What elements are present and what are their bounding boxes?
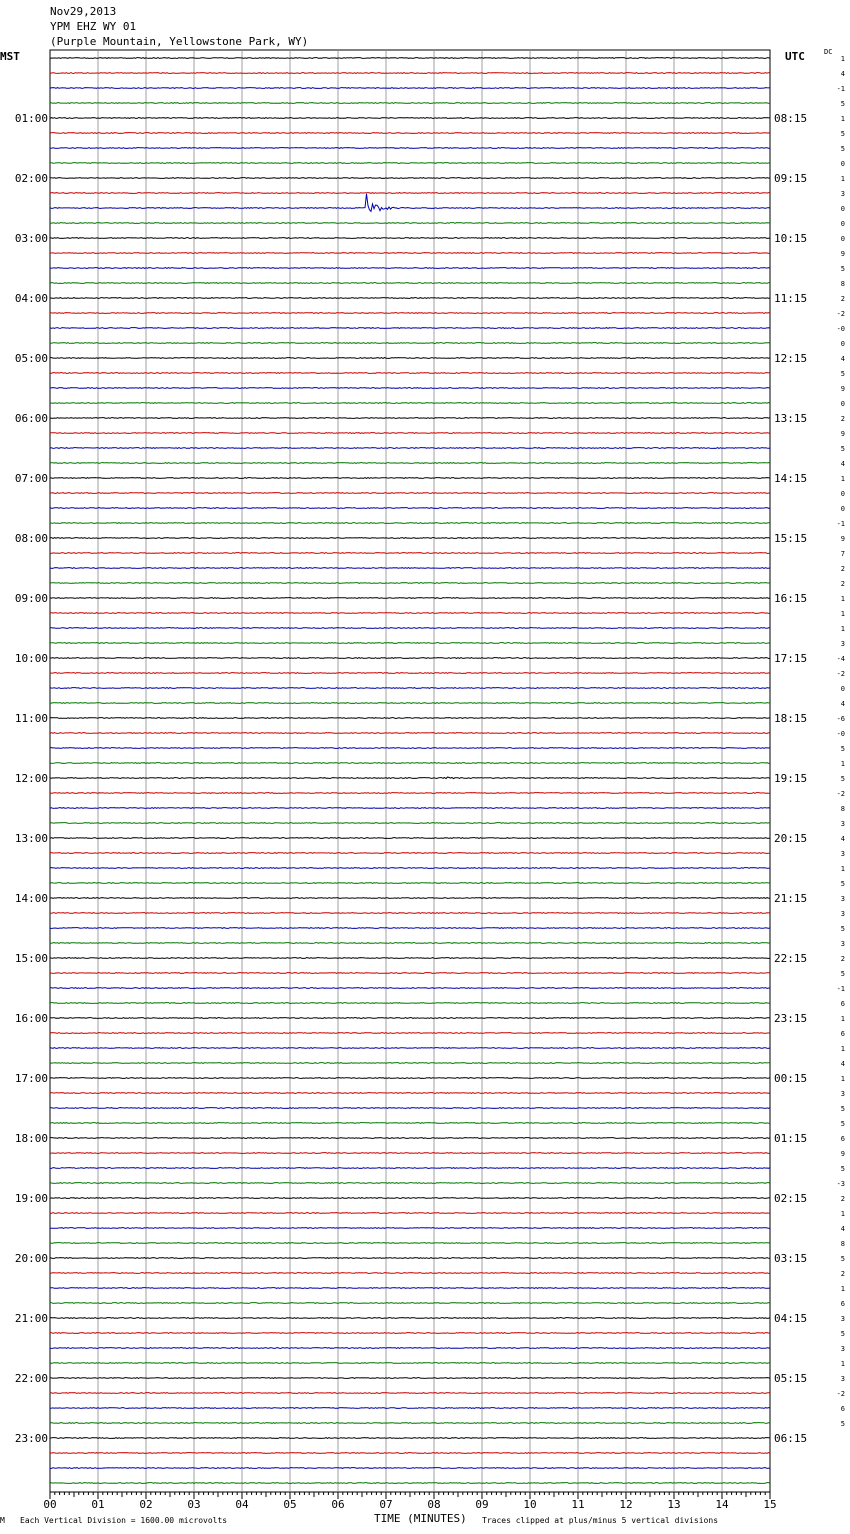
trace-line [50,613,770,614]
trace-line [50,1423,770,1424]
dc-offset-value: 5 [840,1165,845,1173]
dc-offset-value: 1 [840,610,845,618]
dc-offset-value: 9 [840,430,845,438]
dc-offset-value: 5 [840,1420,845,1428]
utc-hour-label: 13:15 [774,412,808,425]
dc-offset-value: 1 [840,865,845,873]
time-tick-label: 07 [379,1498,393,1511]
trace-line [50,883,770,884]
dc-offset-value: 1 [840,475,845,483]
utc-hour-label: 01:15 [774,1132,808,1145]
time-tick-label: 03 [187,1498,201,1511]
dc-offset-value: 4 [840,460,845,468]
time-tick-label: 13 [667,1498,681,1511]
trace-line [50,1453,770,1454]
trace-line [50,1243,770,1244]
trace-line [50,703,770,704]
dc-offset-value: 9 [840,1150,845,1158]
trace-line [50,403,770,404]
trace-line [50,493,770,494]
seismic-traces [50,58,770,1484]
dc-offset-value: -2 [836,310,845,318]
trace-line [50,328,770,329]
dc-offset-value: -2 [836,670,845,678]
trace-line [50,868,770,869]
mst-hour-label: 06:00 [14,412,48,425]
utc-hour-label: 19:15 [774,772,808,785]
dc-offset-value: 2 [840,1195,845,1203]
dc-offset-value: -0 [836,730,845,738]
dc-offset-value: 1 [840,175,845,183]
utc-hour-label: 18:15 [774,712,808,725]
trace-line [50,1183,770,1184]
time-tick-label: 09 [475,1498,489,1511]
dc-offset-value: 5 [840,145,845,153]
trace-line [50,1213,770,1214]
dc-offset-value: 9 [840,535,845,543]
dc-offset-value: 6 [840,1000,845,1008]
station-code: YPM EHZ WY 01 [50,20,137,33]
utc-hour-label: 04:15 [774,1312,808,1325]
dc-offset-value: 2 [840,415,845,423]
dc-offset-value: -2 [836,1390,845,1398]
dc-offset-value: 5 [840,1330,845,1338]
dc-offset-value: 0 [840,205,845,213]
mst-hour-label: 05:00 [14,352,48,365]
trace-line [50,478,770,479]
dc-offset-value: 1 [840,1015,845,1023]
trace-line [50,193,770,194]
dc-offset-value: 0 [840,220,845,228]
mst-hour-label: 03:00 [14,232,48,245]
trace-line [50,58,770,59]
time-tick-label: 10 [523,1498,537,1511]
dc-offset-value: 5 [840,970,845,978]
dc-offset-value: 2 [840,295,845,303]
utc-hour-label: 15:15 [774,532,808,545]
dc-offset-value: 8 [840,805,845,813]
trace-line [50,718,770,719]
dc-offset-value: 4 [840,355,845,363]
mst-hour-label: 11:00 [14,712,48,725]
dc-offset-value: -1 [836,520,845,528]
trace-line [50,163,770,164]
trace-line [50,808,770,809]
trace-line [50,103,770,104]
trace-line [50,1108,770,1109]
trace-line [50,1168,770,1169]
mst-hour-label: 16:00 [14,1012,48,1025]
utc-hour-label: 12:15 [774,352,808,365]
trace-line [50,1468,770,1469]
utc-hour-label: 03:15 [774,1252,808,1265]
trace-line [50,1483,770,1484]
utc-hour-label: 00:15 [774,1072,808,1085]
dc-offset-value: -3 [836,1180,845,1188]
trace-line [50,298,770,299]
dc-offset-value: 3 [840,820,845,828]
time-tick-label: 06 [331,1498,345,1511]
dc-offset-value: 9 [840,385,845,393]
mst-hour-label: 08:00 [14,532,48,545]
plot-grid [50,50,770,1492]
trace-line [50,1018,770,1019]
dc-offset-value: 3 [840,940,845,948]
dc-offset-value: 3 [840,1315,845,1323]
trace-line [50,793,770,794]
trace-line [50,973,770,974]
dc-offset-value: 3 [840,1375,845,1383]
dc-offset-value: 3 [840,850,845,858]
trace-line [50,823,770,824]
dc-offset-value: 0 [840,340,845,348]
trace-line [50,568,770,569]
dc-offset-value: 5 [840,445,845,453]
clip-note: Traces clipped at plus/minus 5 vertical divisions [482,1516,719,1525]
dc-offset-value: 0 [840,400,845,408]
time-tick-label: 02 [139,1498,153,1511]
trace-line [50,343,770,344]
trace-line [50,1093,770,1094]
trace-line [50,628,770,629]
dc-offset-value: 0 [840,505,845,513]
trace-line [50,1303,770,1304]
dc-offset-value: 1 [840,1045,845,1053]
dc-offset-value: 5 [840,1255,845,1263]
trace-line [50,538,770,539]
dc-offset-value: 4 [840,700,845,708]
trace-line [50,583,770,584]
trace-line [50,178,770,179]
dc-offset-value: 0 [840,160,845,168]
dc-offset-value: 1 [840,625,845,633]
trace-line [50,1318,770,1319]
dc-offset-value: 3 [840,1090,845,1098]
utc-hour-label: 22:15 [774,952,808,965]
time-tick-label: 08 [427,1498,441,1511]
dc-offset-value: 6 [840,1030,845,1038]
mst-hour-label: 12:00 [14,772,48,785]
trace-line [50,748,770,749]
trace-line [50,358,770,359]
mst-hour-label: 09:00 [14,592,48,605]
time-tick-label: 11 [571,1498,585,1511]
trace-line [50,523,770,524]
trace-line [50,988,770,989]
dc-offset-value: 4 [840,835,845,843]
dc-offset-value: -0 [836,325,845,333]
dc-offset-value: 5 [840,880,845,888]
time-tick-label: 15 [763,1498,777,1511]
dc-offset-value: 2 [840,1270,845,1278]
station-location: (Purple Mountain, Yellowstone Park, WY) [50,35,309,48]
trace-line [50,1333,770,1334]
scale-note: Each Vertical Division = 1600.00 microvolts [20,1516,228,1525]
mst-hour-label: 07:00 [14,472,48,485]
mst-hour-label: 15:00 [14,952,48,965]
dc-offset-value: 4 [840,1225,845,1233]
dc-offset-value: 3 [840,640,845,648]
trace-line [50,658,770,659]
dc-offset-value: 5 [840,1120,845,1128]
dc-offset-value: 2 [840,955,845,963]
time-tick-label: 12 [619,1498,633,1511]
corner-mark: M [0,1516,5,1525]
utc-hour-label: 14:15 [774,472,808,485]
trace-line [50,73,770,74]
mst-hour-label: 23:00 [14,1432,48,1445]
dc-offset-value: 3 [840,190,845,198]
mst-hour-label: 10:00 [14,652,48,665]
dc-offset-value: 1 [840,1075,845,1083]
trace-line [50,1408,770,1409]
mst-hour-label: 14:00 [14,892,48,905]
dc-offset-value: 1 [840,55,845,63]
utc-hour-label: 23:15 [774,1012,808,1025]
dc-offset-value: 3 [840,910,845,918]
trace-line [50,673,770,674]
utc-hour-label: 11:15 [774,292,808,305]
mst-hour-label: 19:00 [14,1192,48,1205]
trace-line [50,943,770,944]
trace-line [50,777,770,779]
dc-offset-value: 1 [840,760,845,768]
trace-line [50,1258,770,1259]
utc-hour-label: 06:15 [774,1432,808,1445]
trace-line [50,388,770,389]
trace-line [50,1063,770,1064]
dc-offset-value: 4 [840,1060,845,1068]
trace-line [50,853,770,854]
trace-line [50,838,770,839]
utc-hour-label: 02:15 [774,1192,808,1205]
trace-line [50,223,770,224]
dc-offset-value: 5 [840,745,845,753]
dc-offset-column [837,55,845,1428]
dc-offset-value: -1 [836,985,845,993]
trace-line [50,1273,770,1274]
trace-line [50,1078,770,1079]
dc-offset-value: -4 [836,655,845,663]
time-axis [43,1492,776,1511]
trace-line [50,448,770,449]
trace-line [50,433,770,434]
trace-line [50,958,770,959]
dc-offset-value: 5 [840,925,845,933]
dc-offset-value: 5 [840,370,845,378]
trace-line [50,1138,770,1139]
plot-frame [50,50,770,1492]
trace-line [50,688,770,689]
trace-line [50,133,770,134]
dc-offset-value: 8 [840,280,845,288]
dc-offset-value: 3 [840,1345,845,1353]
helicorder-date: Nov29,2013 [50,5,117,18]
x-axis-title: TIME (MINUTES) [374,1512,467,1525]
dc-offset-value: 2 [840,565,845,573]
trace-line [50,1033,770,1034]
dc-offset-value: -2 [836,790,845,798]
trace-line [50,1048,770,1049]
time-tick-label: 04 [235,1498,249,1511]
trace-line [50,1348,770,1349]
trace-line [50,553,770,554]
trace-line [50,1378,770,1379]
dc-offset-value: 5 [840,1105,845,1113]
trace-line [50,643,770,644]
dc-offset-value: 1 [840,1360,845,1368]
utc-hour-label: 16:15 [774,592,808,605]
utc-hour-label: 21:15 [774,892,808,905]
utc-hour-label: 17:15 [774,652,808,665]
utc-hour-label: 10:15 [774,232,808,245]
trace-line [50,194,770,212]
trace-line [50,283,770,284]
trace-line [50,238,770,239]
dc-offset-value: 8 [840,1240,845,1248]
dc-offset-value: 2 [840,580,845,588]
mst-hour-label: 18:00 [14,1132,48,1145]
trace-line [50,88,770,89]
utc-hour-label: 05:15 [774,1372,808,1385]
dc-offset-value: 6 [840,1300,845,1308]
time-tick-label: 05 [283,1498,297,1511]
mst-hour-label: 21:00 [14,1312,48,1325]
utc-hour-labels [774,112,807,1445]
dc-offset-value: 3 [840,895,845,903]
utc-hour-label: 20:15 [774,832,808,845]
trace-line [50,1198,770,1199]
trace-line [50,1363,770,1364]
trace-line [50,1288,770,1289]
mst-axis-label: MST [0,50,20,63]
trace-line [50,418,770,419]
trace-line [50,148,770,149]
mst-hour-label: 20:00 [14,1252,48,1265]
trace-line [50,1393,770,1394]
dc-offset-value: 1 [840,1285,845,1293]
mst-hour-labels [15,112,48,1445]
trace-line [50,1438,770,1439]
dc-offset-value: 0 [840,490,845,498]
trace-line [50,118,770,119]
dc-offset-value: 5 [840,265,845,273]
trace-line [50,1003,770,1004]
time-tick-label: 00 [43,1498,57,1511]
dc-offset-value: 1 [840,115,845,123]
trace-line [50,928,770,929]
dc-offset-value: 7 [840,550,845,558]
trace-line [50,463,770,464]
trace-line [50,253,770,254]
utc-axis-label: UTC [785,50,805,63]
trace-line [50,373,770,374]
mst-hour-label: 01:00 [14,112,48,125]
dc-offset-value: 4 [840,70,845,78]
dc-offset-value: -1 [836,85,845,93]
mst-hour-label: 04:00 [14,292,48,305]
trace-line [50,1153,770,1154]
dc-offset-value: 5 [840,100,845,108]
trace-line [50,913,770,914]
dc-offset-value: 9 [840,250,845,258]
dc-offset-value: 0 [840,685,845,693]
trace-line [50,313,770,314]
dc-offset-label: DC [824,48,833,56]
dc-offset-value: 0 [840,235,845,243]
dc-offset-value: -6 [836,715,845,723]
utc-hour-label: 08:15 [774,112,808,125]
trace-line [50,898,770,899]
trace-line [50,763,770,764]
time-tick-label: 14 [715,1498,729,1511]
trace-line [50,733,770,734]
mst-hour-label: 17:00 [14,1072,48,1085]
time-tick-label: 01 [91,1498,105,1511]
trace-line [50,268,770,269]
dc-offset-value: 6 [840,1405,845,1413]
mst-hour-label: 13:00 [14,832,48,845]
mst-hour-label: 22:00 [14,1372,48,1385]
utc-hour-label: 09:15 [774,172,808,185]
trace-line [50,598,770,599]
trace-line [50,1123,770,1124]
dc-offset-value: 5 [840,775,845,783]
dc-offset-value: 5 [840,130,845,138]
mst-hour-label: 02:00 [14,172,48,185]
trace-line [50,1228,770,1229]
dc-offset-value: 1 [840,1210,845,1218]
dc-offset-value: 1 [840,595,845,603]
trace-line [50,508,770,509]
dc-offset-value: 6 [840,1135,845,1143]
